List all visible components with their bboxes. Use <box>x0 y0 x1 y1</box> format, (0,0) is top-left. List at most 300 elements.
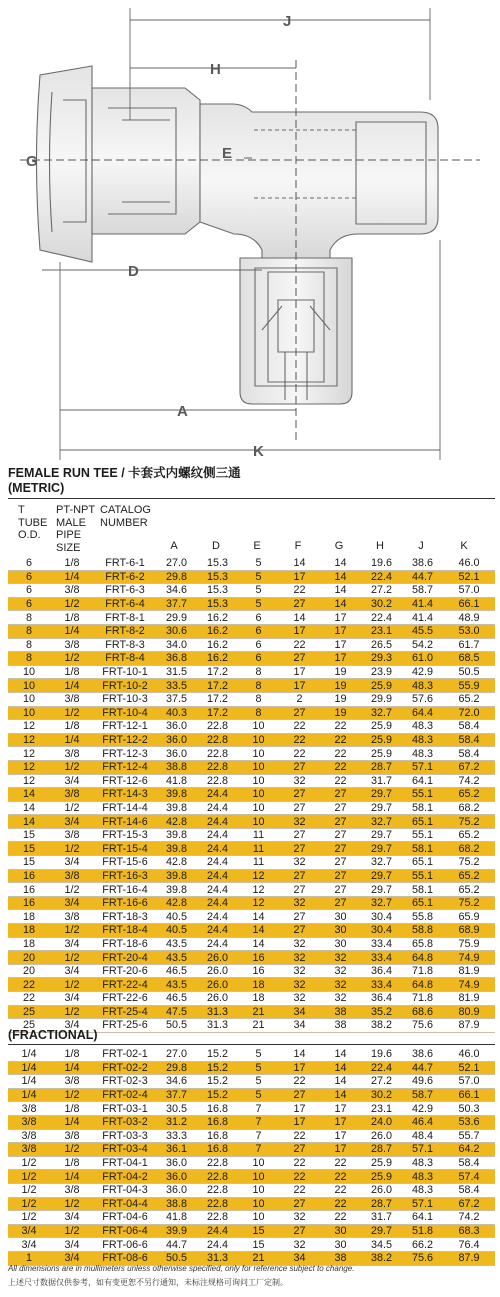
cell-pipe-size: 3/8 <box>50 1129 94 1143</box>
cell-a: 50.5 <box>156 1251 197 1265</box>
cell-h: 22.4 <box>361 570 402 584</box>
table-row <box>8 937 495 951</box>
table-row <box>8 611 495 625</box>
cell-tube-od: 14 <box>8 801 50 815</box>
cell-k: 57.0 <box>443 1075 495 1089</box>
cell-k: 74.2 <box>443 1211 495 1225</box>
cell-tube-od: 3/8 <box>8 1129 50 1143</box>
cell-a: 46.5 <box>156 964 197 978</box>
cell-h: 32.7 <box>361 856 402 870</box>
cell-k: 74.9 <box>443 951 495 965</box>
cell-j: 54.2 <box>402 638 443 652</box>
cell-catalog-number: FRT-18-4 <box>94 924 156 938</box>
cell-k: 48.9 <box>443 611 495 625</box>
cell-h: 29.7 <box>361 842 402 856</box>
cell-pipe-size: 1/4 <box>50 1115 94 1129</box>
cell-j: 58.1 <box>402 883 443 897</box>
cell-catalog-number: FRT-02-3 <box>94 1075 156 1089</box>
cell-j: 75.6 <box>402 1019 443 1033</box>
cell-catalog-number: FRT-6-3 <box>94 584 156 598</box>
cell-k: 72.0 <box>443 706 495 720</box>
cell-h: 24.0 <box>361 1115 402 1129</box>
table-row <box>8 1048 495 1061</box>
cell-h: 32.7 <box>361 896 402 910</box>
cell-k: 46.0 <box>443 557 495 570</box>
cell-a: 39.8 <box>156 828 197 842</box>
cell-h: 31.7 <box>361 1211 402 1225</box>
cell-g: 17 <box>320 624 361 638</box>
cell-g: 17 <box>320 1129 361 1143</box>
cell-h: 26.5 <box>361 638 402 652</box>
cell-g: 27 <box>320 815 361 829</box>
cell-d: 15.2 <box>197 1061 238 1075</box>
table-row <box>8 1156 495 1170</box>
table-row <box>8 992 495 1006</box>
cell-d: 17.2 <box>197 679 238 693</box>
cell-g: 22 <box>320 733 361 747</box>
cell-a: 37.7 <box>156 1088 197 1102</box>
table-row <box>8 828 495 842</box>
cell-j: 55.8 <box>402 910 443 924</box>
cell-tube-od: 1/4 <box>8 1075 50 1089</box>
cell-tube-od: 1/4 <box>8 1048 50 1061</box>
cell-h: 25.9 <box>361 733 402 747</box>
cell-h: 23.9 <box>361 665 402 679</box>
cell-catalog-number: FRT-8-1 <box>94 611 156 625</box>
cell-pipe-size: 3/4 <box>50 964 94 978</box>
footnote-chinese: 上述尺寸数据仅供参考，如有变更恕不另行通知，未标注规格可询问工厂定制。 <box>8 1278 288 1287</box>
cell-pipe-size: 3/8 <box>50 828 94 842</box>
cell-a: 46.5 <box>156 992 197 1006</box>
cell-tube-od: 6 <box>8 597 50 611</box>
cell-j: 58.1 <box>402 801 443 815</box>
cell-h: 23.1 <box>361 624 402 638</box>
cell-tube-od: 22 <box>8 978 50 992</box>
cell-j: 65.8 <box>402 937 443 951</box>
cell-h: 25.9 <box>361 1156 402 1170</box>
cell-j: 38.6 <box>402 557 443 570</box>
cell-a: 36.0 <box>156 747 197 761</box>
cell-tube-od: 14 <box>8 788 50 802</box>
cell-j: 65.1 <box>402 896 443 910</box>
cell-a: 36.0 <box>156 720 197 734</box>
cell-pipe-size: 1/4 <box>50 679 94 693</box>
cell-k: 57.0 <box>443 584 495 598</box>
table-row <box>8 584 495 598</box>
cell-catalog-number: FRT-8-3 <box>94 638 156 652</box>
cell-h: 29.7 <box>361 869 402 883</box>
cell-tube-od: 8 <box>8 652 50 666</box>
cell-pipe-size: 3/8 <box>50 869 94 883</box>
cell-a: 43.5 <box>156 978 197 992</box>
cell-j: 45.5 <box>402 624 443 638</box>
cell-k: 65.2 <box>443 869 495 883</box>
cell-d: 31.3 <box>197 1019 238 1033</box>
cell-a: 40.5 <box>156 924 197 938</box>
cell-k: 52.1 <box>443 1061 495 1075</box>
cell-e: 16 <box>238 951 279 965</box>
cell-f: 22 <box>279 1129 320 1143</box>
cell-j: 58.8 <box>402 924 443 938</box>
cell-d: 24.4 <box>197 842 238 856</box>
cell-pipe-size: 1/2 <box>50 1197 94 1211</box>
cell-a: 36.0 <box>156 1156 197 1170</box>
cell-catalog-number: FRT-16-3 <box>94 869 156 883</box>
cell-d: 26.0 <box>197 951 238 965</box>
cell-j: 51.8 <box>402 1224 443 1238</box>
cell-d: 15.3 <box>197 597 238 611</box>
cell-f: 32 <box>279 774 320 788</box>
cell-e: 6 <box>238 624 279 638</box>
cell-tube-od: 20 <box>8 951 50 965</box>
cell-g: 27 <box>320 896 361 910</box>
cell-k: 58.4 <box>443 1183 495 1197</box>
cell-tube-od: 18 <box>8 910 50 924</box>
cell-d: 15.2 <box>197 1075 238 1089</box>
cell-f: 32 <box>279 937 320 951</box>
cell-g: 17 <box>320 652 361 666</box>
cell-a: 42.8 <box>156 856 197 870</box>
cell-g: 38 <box>320 1005 361 1019</box>
cell-e: 5 <box>238 570 279 584</box>
cell-pipe-size: 3/4 <box>50 992 94 1006</box>
cell-f: 17 <box>279 570 320 584</box>
cell-a: 39.8 <box>156 842 197 856</box>
cell-pipe-size: 3/8 <box>50 910 94 924</box>
cell-pipe-size: 3/4 <box>50 1251 94 1265</box>
cell-g: 14 <box>320 584 361 598</box>
cell-d: 15.3 <box>197 557 238 570</box>
cell-f: 17 <box>279 624 320 638</box>
cell-f: 22 <box>279 1170 320 1184</box>
cell-tube-od: 1/4 <box>8 1061 50 1075</box>
cell-k: 74.9 <box>443 978 495 992</box>
cell-e: 12 <box>238 883 279 897</box>
cell-k: 58.4 <box>443 747 495 761</box>
table-row <box>8 883 495 897</box>
cell-f: 32 <box>279 1238 320 1252</box>
cell-catalog-number: FRT-20-6 <box>94 964 156 978</box>
cell-j: 57.1 <box>402 760 443 774</box>
cell-a: 31.5 <box>156 665 197 679</box>
cell-e: 21 <box>238 1005 279 1019</box>
cell-pipe-size: 1/2 <box>50 760 94 774</box>
cell-a: 33.5 <box>156 679 197 693</box>
cell-f: 27 <box>279 842 320 856</box>
cell-f: 32 <box>279 896 320 910</box>
cell-h: 34.5 <box>361 1238 402 1252</box>
cell-h: 25.9 <box>361 1170 402 1184</box>
cell-k: 67.2 <box>443 760 495 774</box>
table-row <box>8 1224 495 1238</box>
cell-k: 81.9 <box>443 992 495 1006</box>
cell-h: 36.4 <box>361 964 402 978</box>
cell-a: 33.3 <box>156 1129 197 1143</box>
cell-j: 64.4 <box>402 706 443 720</box>
cell-k: 66.1 <box>443 1088 495 1102</box>
cell-pipe-size: 3/4 <box>50 1211 94 1225</box>
cell-pipe-size: 1/8 <box>50 665 94 679</box>
cell-f: 27 <box>279 1224 320 1238</box>
cell-e: 5 <box>238 584 279 598</box>
cell-e: 21 <box>238 1019 279 1033</box>
cell-g: 14 <box>320 1048 361 1061</box>
cell-catalog-number: FRT-25-6 <box>94 1019 156 1033</box>
dim-label-e: E <box>222 145 233 162</box>
cell-g: 19 <box>320 706 361 720</box>
cell-a: 30.5 <box>156 1102 197 1116</box>
table-row <box>8 720 495 734</box>
cell-j: 75.6 <box>402 1251 443 1265</box>
header-rule <box>8 498 495 499</box>
cell-pipe-size: 3/4 <box>50 856 94 870</box>
cell-j: 55.1 <box>402 788 443 802</box>
cell-d: 22.8 <box>197 1170 238 1184</box>
cell-g: 17 <box>320 1102 361 1116</box>
cell-tube-od: 25 <box>8 1005 50 1019</box>
cell-d: 17.2 <box>197 706 238 720</box>
cell-catalog-number: FRT-10-2 <box>94 679 156 693</box>
cell-d: 16.8 <box>197 1115 238 1129</box>
cell-a: 36.1 <box>156 1143 197 1157</box>
cell-f: 32 <box>279 951 320 965</box>
cell-j: 41.4 <box>402 611 443 625</box>
cell-a: 38.8 <box>156 760 197 774</box>
cell-f: 27 <box>279 788 320 802</box>
cell-d: 22.8 <box>197 747 238 761</box>
cell-d: 16.2 <box>197 611 238 625</box>
fractional-label: (FRACTIONAL) <box>8 1028 98 1042</box>
cell-j: 57.1 <box>402 1197 443 1211</box>
cell-k: 50.3 <box>443 1102 495 1116</box>
cell-e: 15 <box>238 1224 279 1238</box>
cell-pipe-size: 3/4 <box>50 1019 94 1033</box>
cell-e: 10 <box>238 1197 279 1211</box>
cell-a: 29.9 <box>156 611 197 625</box>
cell-a: 42.8 <box>156 896 197 910</box>
cell-tube-od: 15 <box>8 842 50 856</box>
cell-pipe-size: 1/2 <box>50 883 94 897</box>
cell-pipe-size: 1/2 <box>50 652 94 666</box>
cell-g: 17 <box>320 1115 361 1129</box>
cell-catalog-number: FRT-6-1 <box>94 557 156 570</box>
cell-h: 36.4 <box>361 992 402 1006</box>
cell-g: 19 <box>320 679 361 693</box>
cell-d: 16.8 <box>197 1102 238 1116</box>
cell-j: 46.4 <box>402 1115 443 1129</box>
cell-pipe-size: 1/8 <box>50 1102 94 1116</box>
cell-e: 8 <box>238 679 279 693</box>
cell-d: 22.8 <box>197 760 238 774</box>
cell-pipe-size: 1/2 <box>50 1088 94 1102</box>
cell-h: 31.7 <box>361 774 402 788</box>
cell-d: 31.3 <box>197 1251 238 1265</box>
cell-k: 58.4 <box>443 733 495 747</box>
cell-f: 17 <box>279 1115 320 1129</box>
cell-tube-od: 14 <box>8 815 50 829</box>
header-col-f: F <box>294 540 302 552</box>
cell-d: 17.2 <box>197 665 238 679</box>
cell-h: 35.2 <box>361 1005 402 1019</box>
cell-k: 76.4 <box>443 1238 495 1252</box>
cell-h: 32.7 <box>361 706 402 720</box>
cell-j: 42.9 <box>402 665 443 679</box>
cell-g: 22 <box>320 774 361 788</box>
cell-f: 14 <box>279 557 320 570</box>
table-row <box>8 1115 495 1129</box>
cell-d: 15.2 <box>197 1088 238 1102</box>
cell-k: 68.3 <box>443 1224 495 1238</box>
cell-h: 30.2 <box>361 1088 402 1102</box>
cell-d: 15.3 <box>197 584 238 598</box>
cell-f: 27 <box>279 924 320 938</box>
cell-h: 30.4 <box>361 924 402 938</box>
cell-pipe-size: 1/8 <box>50 1156 94 1170</box>
cell-h: 26.0 <box>361 1129 402 1143</box>
table-row <box>8 964 495 978</box>
cell-tube-od: 1/2 <box>8 1183 50 1197</box>
cell-f: 22 <box>279 584 320 598</box>
cell-pipe-size: 3/8 <box>50 584 94 598</box>
cell-d: 24.4 <box>197 1238 238 1252</box>
cell-tube-od: 3/4 <box>8 1238 50 1252</box>
cell-d: 24.4 <box>197 815 238 829</box>
cell-pipe-size: 1/2 <box>50 951 94 965</box>
cell-catalog-number: FRT-14-3 <box>94 788 156 802</box>
cell-e: 5 <box>238 597 279 611</box>
cell-e: 5 <box>238 1088 279 1102</box>
cell-g: 14 <box>320 1075 361 1089</box>
cell-e: 11 <box>238 828 279 842</box>
table-row <box>8 624 495 638</box>
cell-g: 32 <box>320 992 361 1006</box>
cell-tube-od: 10 <box>8 706 50 720</box>
table-row <box>8 896 495 910</box>
cell-g: 19 <box>320 665 361 679</box>
cell-g: 38 <box>320 1251 361 1265</box>
cell-k: 64.2 <box>443 1143 495 1157</box>
cell-g: 22 <box>320 1156 361 1170</box>
cell-g: 14 <box>320 570 361 584</box>
cell-a: 39.8 <box>156 869 197 883</box>
cell-a: 41.8 <box>156 1211 197 1225</box>
cell-tube-od: 1/2 <box>8 1156 50 1170</box>
cell-h: 38.2 <box>361 1251 402 1265</box>
cell-catalog-number: FRT-6-4 <box>94 597 156 611</box>
cell-a: 36.8 <box>156 652 197 666</box>
technical-drawing <box>0 0 500 462</box>
table-row <box>8 1061 495 1075</box>
cell-j: 61.0 <box>402 652 443 666</box>
cell-e: 10 <box>238 747 279 761</box>
cell-a: 44.7 <box>156 1238 197 1252</box>
cell-tube-od: 16 <box>8 896 50 910</box>
cell-f: 17 <box>279 1061 320 1075</box>
cell-f: 27 <box>279 828 320 842</box>
cell-f: 22 <box>279 1075 320 1089</box>
cell-g: 27 <box>320 828 361 842</box>
cell-pipe-size: 1/4 <box>50 733 94 747</box>
cell-f: 14 <box>279 1048 320 1061</box>
table-row <box>8 570 495 584</box>
cell-g: 17 <box>320 611 361 625</box>
table-row <box>8 1170 495 1184</box>
cell-j: 48.3 <box>402 720 443 734</box>
cell-catalog-number: FRT-18-3 <box>94 910 156 924</box>
table-row <box>8 1143 495 1157</box>
cell-h: 29.3 <box>361 652 402 666</box>
cell-tube-od: 10 <box>8 692 50 706</box>
cell-e: 10 <box>238 774 279 788</box>
cell-e: 10 <box>238 733 279 747</box>
cell-tube-od: 3/4 <box>8 1224 50 1238</box>
cell-a: 36.0 <box>156 1183 197 1197</box>
cell-tube-od: 12 <box>8 733 50 747</box>
cell-catalog-number: FRT-14-4 <box>94 801 156 815</box>
cell-tube-od: 6 <box>8 584 50 598</box>
cell-j: 58.7 <box>402 584 443 598</box>
table-row <box>8 1197 495 1211</box>
cell-j: 71.8 <box>402 992 443 1006</box>
cell-f: 22 <box>279 720 320 734</box>
cell-g: 14 <box>320 1088 361 1102</box>
title-main: FEMALE RUN TEE / <box>8 466 125 480</box>
cell-a: 43.5 <box>156 937 197 951</box>
cell-a: 37.5 <box>156 692 197 706</box>
cell-pipe-size: 1/2 <box>50 1224 94 1238</box>
cell-tube-od: 8 <box>8 611 50 625</box>
cell-j: 42.9 <box>402 1102 443 1116</box>
table-row <box>8 652 495 666</box>
cell-pipe-size: 1/8 <box>50 1048 94 1061</box>
cell-k: 68.2 <box>443 801 495 815</box>
cell-pipe-size: 1/2 <box>50 801 94 815</box>
cell-k: 58.4 <box>443 720 495 734</box>
cell-d: 31.3 <box>197 1005 238 1019</box>
cell-f: 32 <box>279 856 320 870</box>
cell-d: 24.4 <box>197 801 238 815</box>
cell-g: 22 <box>320 1211 361 1225</box>
cell-h: 29.7 <box>361 883 402 897</box>
table-row <box>8 1129 495 1143</box>
cell-g: 32 <box>320 951 361 965</box>
cell-j: 65.1 <box>402 856 443 870</box>
table-row <box>8 665 495 679</box>
cell-catalog-number: FRT-03-2 <box>94 1115 156 1129</box>
cell-tube-od: 18 <box>8 924 50 938</box>
table-row <box>8 842 495 856</box>
cell-pipe-size: 3/4 <box>50 937 94 951</box>
cell-a: 36.0 <box>156 733 197 747</box>
cell-g: 22 <box>320 1183 361 1197</box>
cell-pipe-size: 3/8 <box>50 1183 94 1197</box>
cell-d: 26.0 <box>197 992 238 1006</box>
cell-pipe-size: 1/8 <box>50 611 94 625</box>
cell-k: 65.2 <box>443 828 495 842</box>
header-catalog: CATALOG NUMBER <box>100 504 151 529</box>
cell-j: 48.3 <box>402 747 443 761</box>
cell-e: 6 <box>238 611 279 625</box>
cell-a: 30.6 <box>156 624 197 638</box>
cell-f: 17 <box>279 665 320 679</box>
cell-h: 29.7 <box>361 801 402 815</box>
cell-j: 48.3 <box>402 1183 443 1197</box>
table-row <box>8 910 495 924</box>
cell-pipe-size: 3/4 <box>50 815 94 829</box>
cell-a: 34.6 <box>156 1075 197 1089</box>
cell-f: 27 <box>279 801 320 815</box>
cell-e: 7 <box>238 1129 279 1143</box>
